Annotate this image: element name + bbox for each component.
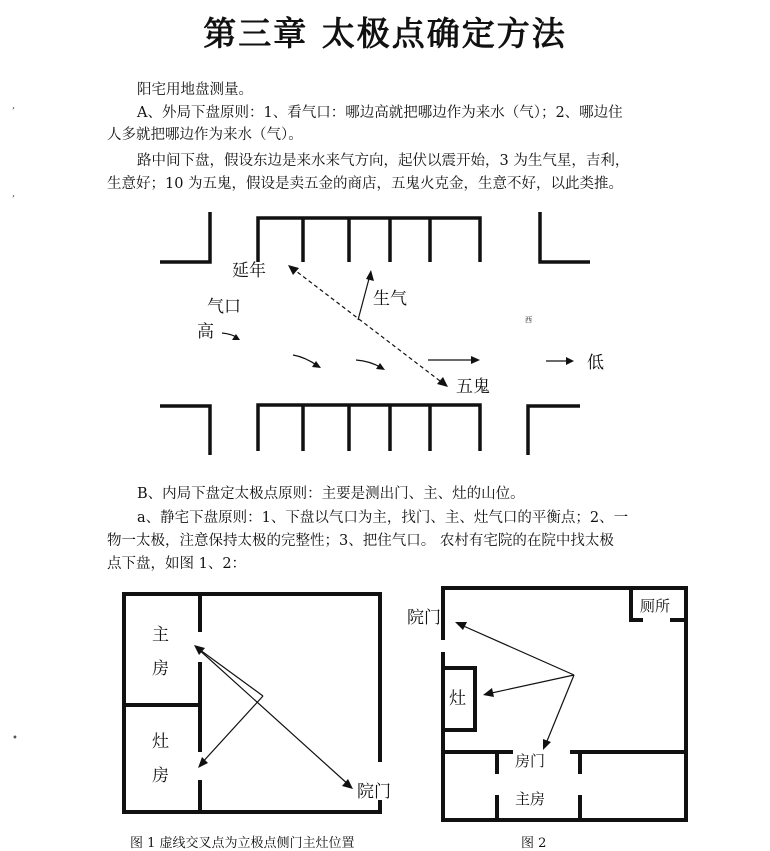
fig2-label-zao: 灶 xyxy=(449,689,466,709)
paragraph-static-line1: a、静宅下盘原则：1、下盘以气口为主，找门、主、灶气口的平衡点；2、一 xyxy=(137,510,629,526)
paragraph-static-line2: 物一太极，注意保持太极的完整性；3、把住气口。 农村有宅院的在院中找太极 xyxy=(107,533,614,549)
fig2-label-cesuo: 厕所 xyxy=(640,597,671,615)
fig1-label-yuanmen: 院门 xyxy=(357,782,391,802)
fig1-label-zao: 灶 xyxy=(152,732,169,752)
label-yannian: 延年 xyxy=(232,261,266,281)
paragraph-outer-principle-line1: A、外局下盘原则：1、看气口：哪边高就把哪边作为来水（气）；2、哪边住 xyxy=(137,105,623,121)
figure-2-caption: 图 2 xyxy=(521,836,547,851)
page-title: 第三章 太极点确定方法 xyxy=(203,14,567,53)
direction-line xyxy=(545,675,574,746)
direction-line xyxy=(487,675,574,694)
paragraph-road-line1: 路中间下盘，假设东边是来水来气方向，起伏以震开始，3 为生气星，吉利， xyxy=(137,153,630,169)
paragraph-outer-principle-line2: 人多就把哪边作为来水（气）。 xyxy=(107,127,303,143)
fig1-label-zhu: 主 xyxy=(152,625,169,645)
margin-mark: , xyxy=(12,188,16,199)
label-gao: 高 xyxy=(197,322,214,342)
fig2-label-yuanmen: 院门 xyxy=(407,608,441,628)
label-shengqi: 生气 xyxy=(373,289,407,309)
label-di: 低 xyxy=(587,353,604,373)
label-qikou: 气口 xyxy=(207,297,241,317)
fig2-label-zhufang: 主房 xyxy=(515,790,546,808)
label-small-mark: 西 xyxy=(525,316,532,324)
paragraph-static-line3: 点下盘，如图 1、2： xyxy=(107,556,247,572)
fig1-label-fang: 房 xyxy=(152,659,169,679)
paragraph-road-line2: 生意好；10 为五鬼，假设是卖五金的商店，五鬼火克金，生意不好，以此类推。 xyxy=(107,176,624,192)
fig1-label-fang: 房 xyxy=(152,766,169,786)
courtyard-wall xyxy=(443,588,686,820)
paragraph-intro: 阳宅用地盘测量。 xyxy=(137,82,253,98)
label-wugui: 五鬼 xyxy=(456,377,490,397)
arrowhead-icon xyxy=(455,622,467,630)
paragraph-inner-principle: B、内局下盘定太极点原则：主要是测出门、主、灶的山位。 xyxy=(137,486,525,502)
margin-mark: , xyxy=(12,100,16,111)
arrowhead-icon xyxy=(543,739,551,750)
fig2-label-fangmen: 房门 xyxy=(515,752,546,770)
figure-1-caption: 图 1 虚线交叉点为立极点侧门主灶位置 xyxy=(130,836,355,851)
margin-mark: • xyxy=(12,733,18,744)
arrowhead-icon xyxy=(483,688,494,697)
